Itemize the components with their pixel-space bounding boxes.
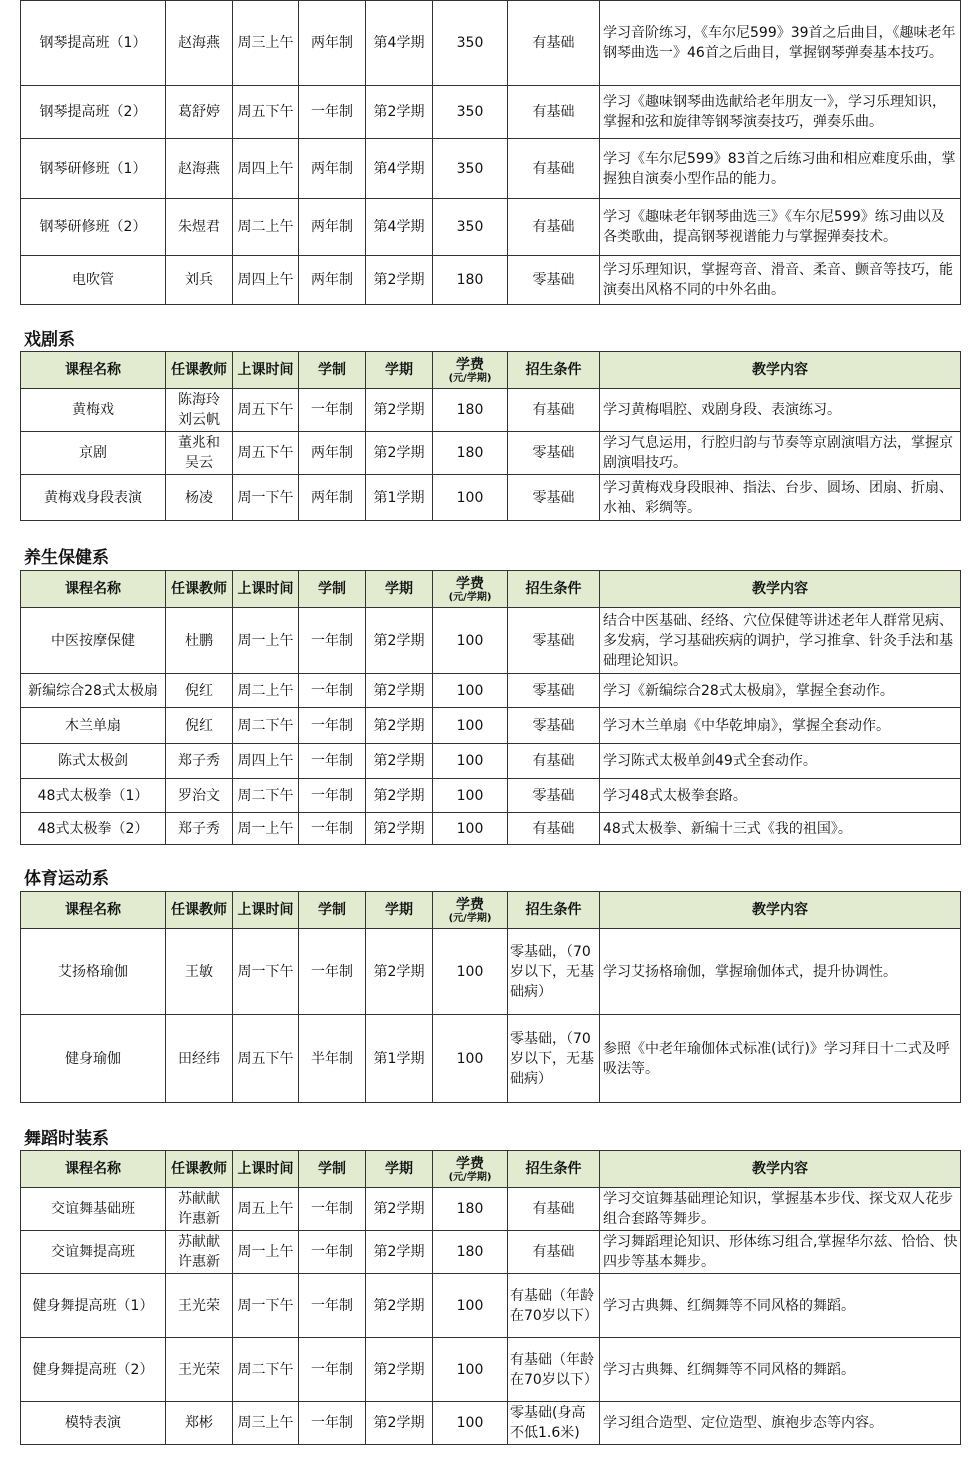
cell-system: 一年制 (299, 813, 366, 845)
cell-content: 学习《趣味钢琴曲选献给老年朋友一》，学习乐理知识，掌握和弦和旋律等钢琴演奏技巧，弹奏乐曲。 (600, 86, 961, 139)
cell-content: 学习黄梅唱腔、戏剧身段、表演练习。 (600, 389, 961, 432)
cell-system: 两年制 (299, 475, 366, 521)
table-header (21, 1151, 961, 1188)
cell-fee: 180 (433, 256, 508, 305)
cell-system: 一年制 (299, 1274, 366, 1338)
header-time: 上课时间 (233, 352, 299, 389)
header-fee-label: 学费 (456, 575, 484, 592)
cell-fee: 100 (433, 475, 508, 521)
cell-term: 第2学期 (366, 1274, 433, 1338)
header-fee-unit: (元/学期) (448, 591, 492, 603)
cell-term: 第2学期 (366, 1402, 433, 1445)
cell-condition: 零基础 (508, 256, 600, 305)
cell-course: 48式太极拳（2） (21, 813, 166, 845)
cell-course: 健身舞提高班（1） (21, 1274, 166, 1338)
table-row (21, 256, 961, 305)
cell-term: 第2学期 (366, 1338, 433, 1402)
cell-condition: 零基础 (508, 779, 600, 813)
cell-condition: 有基础 (508, 86, 600, 139)
cell-term: 第2学期 (366, 779, 433, 813)
cell-content: 学习组合造型、定位造型、旗袍步态等内容。 (600, 1402, 961, 1445)
cell-condition: 有基础 (508, 199, 600, 256)
cell-content: 学习《车尔尼599》83首之后练习曲和相应难度乐曲，掌握独自演奏小型作品的能力。 (600, 139, 961, 199)
table-body (21, 1188, 961, 1445)
cell-fee: 180 (433, 389, 508, 432)
cell-teacher: 杜鹏 (166, 608, 233, 674)
cell-time: 周一上午 (233, 813, 299, 845)
header-condition: 招生条件 (508, 571, 600, 608)
table-row (21, 432, 961, 475)
cell-content: 48式太极拳、新编十三式《我的祖国》。 (600, 813, 961, 845)
cell-term: 第2学期 (366, 608, 433, 674)
cell-content: 学习古典舞、红绸舞等不同风格的舞蹈。 (600, 1274, 961, 1338)
cell-system: 两年制 (299, 256, 366, 305)
cell-time: 周五下午 (233, 86, 299, 139)
cell-fee: 350 (433, 139, 508, 199)
cell-time: 周五下午 (233, 1015, 299, 1103)
cell-course: 电吹管 (21, 256, 166, 305)
cell-time: 周一下午 (233, 475, 299, 521)
cell-content: 学习《新编综合28式太极扇》，掌握全套动作。 (600, 674, 961, 708)
cell-course: 交谊舞基础班 (21, 1188, 166, 1231)
cell-course: 钢琴提高班（2） (21, 86, 166, 139)
cell-teacher: 倪红 (166, 674, 233, 708)
header-course: 课程名称 (21, 892, 166, 929)
cell-teacher: 葛舒婷 (166, 86, 233, 139)
cell-content: 学习《趣味老年钢琴曲选三》《车尔尼599》练习曲以及各类歌曲，提高钢琴视谱能力与掌握弹奏技术。 (600, 199, 961, 256)
table-row (21, 1274, 961, 1338)
cell-system: 一年制 (299, 1188, 366, 1231)
cell-course: 模特表演 (21, 1402, 166, 1445)
cell-system: 两年制 (299, 1, 366, 86)
cell-condition: 零基础 (508, 475, 600, 521)
cell-fee: 100 (433, 744, 508, 779)
table-row (21, 1338, 961, 1402)
header-time: 上课时间 (233, 892, 299, 929)
cell-fee: 100 (433, 1402, 508, 1445)
cell-content: 学习陈式太极单剑49式全套动作。 (600, 744, 961, 779)
cell-condition: 有基础 (508, 1231, 600, 1274)
cell-time: 周二上午 (233, 674, 299, 708)
header-system: 学制 (299, 1151, 366, 1188)
cell-teacher: 罗治文 (166, 779, 233, 813)
cell-course: 钢琴研修班（1） (21, 139, 166, 199)
cell-time: 周一下午 (233, 1274, 299, 1338)
cell-content: 学习木兰单扇《中华乾坤扇》，掌握全套动作。 (600, 708, 961, 744)
header-condition: 招生条件 (508, 352, 600, 389)
header-row (21, 892, 961, 929)
drama-table (20, 351, 960, 521)
table-body (21, 389, 961, 521)
health-table (20, 570, 960, 845)
cell-condition: 有基础（年龄在70岁以下） (508, 1338, 600, 1402)
table-row (21, 929, 961, 1015)
cell-course: 健身舞提高班（2） (21, 1338, 166, 1402)
cell-teacher: 赵海燕 (166, 1, 233, 86)
cell-condition: 零基础，（70岁以下，无基础病） (508, 1015, 600, 1103)
cell-time: 周三上午 (233, 1, 299, 86)
header-content: 教学内容 (600, 352, 961, 389)
cell-fee: 100 (433, 1274, 508, 1338)
cell-course: 交谊舞提高班 (21, 1231, 166, 1274)
header-term: 学期 (366, 1151, 433, 1188)
header-content: 教学内容 (600, 892, 961, 929)
header-fee (433, 1151, 508, 1188)
cell-course: 钢琴研修班（2） (21, 199, 166, 256)
cell-term: 第4学期 (366, 139, 433, 199)
table-row (21, 608, 961, 674)
header-content: 教学内容 (600, 1151, 961, 1188)
cell-condition: 零基础 (508, 674, 600, 708)
header-row (21, 1151, 961, 1188)
cell-term: 第2学期 (366, 813, 433, 845)
header-fee-label: 学费 (456, 896, 484, 913)
table-row (21, 139, 961, 199)
cell-condition: 有基础 (508, 813, 600, 845)
cell-teacher: 赵海燕 (166, 139, 233, 199)
cell-term: 第2学期 (366, 432, 433, 475)
cell-system: 两年制 (299, 432, 366, 475)
cell-time: 周四上午 (233, 139, 299, 199)
cell-time: 周四上午 (233, 744, 299, 779)
cell-fee: 180 (433, 1231, 508, 1274)
cell-content: 学习乐理知识，掌握弯音、滑音、柔音、颤音等技巧，能演奏出风格不同的中外名曲。 (600, 256, 961, 305)
header-condition: 招生条件 (508, 892, 600, 929)
cell-condition: 零基础 (508, 608, 600, 674)
cell-term: 第2学期 (366, 389, 433, 432)
cell-content: 学习音阶练习，《车尔尼599》39首之后曲目，《趣味老年钢琴曲选一》46首之后曲目，掌握钢琴弹奏基本技巧。 (600, 1, 961, 86)
table-row (21, 86, 961, 139)
cell-content: 结合中医基础、经络、穴位保健等讲述老年人群常见病、多发病，学习基础疾病的调护，学习推拿、针灸手法和基础理论知识。 (600, 608, 961, 674)
cell-time: 周三上午 (233, 1402, 299, 1445)
cell-condition: 有基础 (508, 744, 600, 779)
table-row (21, 1402, 961, 1445)
cell-term: 第2学期 (366, 1231, 433, 1274)
header-fee-label: 学费 (456, 356, 484, 373)
section-title-health: 养生保健系 (24, 548, 109, 568)
cell-time: 周五下午 (233, 389, 299, 432)
cell-system: 一年制 (299, 86, 366, 139)
cell-fee: 350 (433, 199, 508, 256)
table-body (21, 929, 961, 1103)
cell-teacher: 郑子秀 (166, 744, 233, 779)
header-system: 学制 (299, 892, 366, 929)
table-row (21, 389, 961, 432)
cell-teacher: 苏献献 许惠新 (166, 1231, 233, 1274)
cell-teacher: 杨凌 (166, 475, 233, 521)
table-header (21, 892, 961, 929)
cell-time: 周一上午 (233, 608, 299, 674)
header-course: 课程名称 (21, 1151, 166, 1188)
section-title-drama: 戏剧系 (24, 330, 75, 350)
cell-time: 周一下午 (233, 929, 299, 1015)
cell-term: 第4学期 (366, 1, 433, 86)
cell-term: 第4学期 (366, 199, 433, 256)
cell-fee: 180 (433, 432, 508, 475)
section-title-sports: 体育运动系 (24, 869, 109, 889)
table-row (21, 813, 961, 845)
header-system: 学制 (299, 571, 366, 608)
header-row (21, 352, 961, 389)
course-table (20, 351, 961, 521)
header-fee-unit: (元/学期) (448, 1171, 492, 1183)
cell-system: 一年制 (299, 1402, 366, 1445)
table-row (21, 779, 961, 813)
cell-content: 学习气息运用，行腔归韵与节奏等京剧演唱方法，掌握京剧演唱技巧。 (600, 432, 961, 475)
cell-condition: 有基础 (508, 1, 600, 86)
table-header (21, 352, 961, 389)
cell-system: 一年制 (299, 708, 366, 744)
cell-condition: 零基础(身高不低1.6米) (508, 1402, 600, 1445)
cell-time: 周四上午 (233, 256, 299, 305)
header-row (21, 571, 961, 608)
cell-term: 第1学期 (366, 475, 433, 521)
cell-course: 艾扬格瑜伽 (21, 929, 166, 1015)
cell-course: 京剧 (21, 432, 166, 475)
cell-content: 学习古典舞、红绸舞等不同风格的舞蹈。 (600, 1338, 961, 1402)
cell-system: 一年制 (299, 1338, 366, 1402)
header-teacher: 任课教师 (166, 352, 233, 389)
cell-condition: 有基础 (508, 1188, 600, 1231)
cell-teacher: 陈海玲 刘云帆 (166, 389, 233, 432)
header-fee (433, 571, 508, 608)
cell-term: 第2学期 (366, 929, 433, 1015)
cell-system: 一年制 (299, 1231, 366, 1274)
header-term: 学期 (366, 892, 433, 929)
header-fee-label: 学费 (456, 1155, 484, 1172)
table-row (21, 1231, 961, 1274)
header-fee (433, 352, 508, 389)
cell-course: 黄梅戏 (21, 389, 166, 432)
cell-fee: 100 (433, 1015, 508, 1103)
cell-course: 木兰单扇 (21, 708, 166, 744)
cell-teacher: 刘兵 (166, 256, 233, 305)
table-row (21, 744, 961, 779)
table-row (21, 708, 961, 744)
header-term: 学期 (366, 352, 433, 389)
header-term: 学期 (366, 571, 433, 608)
cell-system: 一年制 (299, 779, 366, 813)
header-teacher: 任课教师 (166, 571, 233, 608)
cell-teacher: 郑子秀 (166, 813, 233, 845)
cell-teacher: 朱煜君 (166, 199, 233, 256)
header-time: 上课时间 (233, 1151, 299, 1188)
cell-term: 第2学期 (366, 1188, 433, 1231)
cell-condition: 零基础，（70岁以下，无基础病） (508, 929, 600, 1015)
course-table (20, 1150, 961, 1445)
table-row (21, 1015, 961, 1103)
cell-term: 第1学期 (366, 1015, 433, 1103)
cell-system: 一年制 (299, 744, 366, 779)
cell-content: 学习舞蹈理论知识、形体练习组合,掌握华尔兹、恰恰、快四步等基本舞步。 (600, 1231, 961, 1274)
cell-term: 第2学期 (366, 256, 433, 305)
cell-course: 黄梅戏身段表演 (21, 475, 166, 521)
cell-fee: 350 (433, 86, 508, 139)
course-table (20, 570, 961, 845)
header-teacher: 任课教师 (166, 1151, 233, 1188)
cell-teacher: 倪红 (166, 708, 233, 744)
cell-system: 一年制 (299, 389, 366, 432)
cell-teacher: 王光荣 (166, 1338, 233, 1402)
header-teacher: 任课教师 (166, 892, 233, 929)
cell-teacher: 郑彬 (166, 1402, 233, 1445)
cell-fee: 100 (433, 779, 508, 813)
cell-fee: 100 (433, 813, 508, 845)
dance-table (20, 1150, 960, 1445)
header-system: 学制 (299, 352, 366, 389)
cell-time: 周五上午 (233, 1188, 299, 1231)
cell-term: 第2学期 (366, 674, 433, 708)
cell-condition: 有基础 (508, 389, 600, 432)
cell-fee: 100 (433, 1338, 508, 1402)
table-body (21, 608, 961, 845)
section-title-dance: 舞蹈时装系 (24, 1129, 109, 1149)
table-body (21, 1, 961, 305)
cell-time: 周二上午 (233, 199, 299, 256)
cell-system: 一年制 (299, 929, 366, 1015)
cell-course: 健身瑜伽 (21, 1015, 166, 1103)
table-header (21, 571, 961, 608)
cell-teacher: 王敏 (166, 929, 233, 1015)
header-content: 教学内容 (600, 571, 961, 608)
cell-teacher: 苏献献 许惠新 (166, 1188, 233, 1231)
table-row (21, 1188, 961, 1231)
table-row (21, 674, 961, 708)
cell-teacher: 田经纬 (166, 1015, 233, 1103)
header-fee (433, 892, 508, 929)
cell-system: 两年制 (299, 139, 366, 199)
cell-course: 钢琴提高班（1） (21, 1, 166, 86)
header-time: 上课时间 (233, 571, 299, 608)
header-course: 课程名称 (21, 571, 166, 608)
cell-term: 第2学期 (366, 86, 433, 139)
cell-fee: 100 (433, 929, 508, 1015)
cell-teacher: 王光荣 (166, 1274, 233, 1338)
cell-system: 一年制 (299, 674, 366, 708)
cell-term: 第2学期 (366, 708, 433, 744)
table-row (21, 475, 961, 521)
cell-fee: 100 (433, 608, 508, 674)
cell-time: 周二下午 (233, 1338, 299, 1402)
cell-term: 第2学期 (366, 744, 433, 779)
cell-time: 周五下午 (233, 432, 299, 475)
header-course: 课程名称 (21, 352, 166, 389)
header-condition: 招生条件 (508, 1151, 600, 1188)
cell-system: 两年制 (299, 199, 366, 256)
cell-teacher: 董兆和 吴云 (166, 432, 233, 475)
music-continued-table (20, 0, 960, 305)
cell-fee: 180 (433, 1188, 508, 1231)
table-row (21, 199, 961, 256)
cell-course: 48式太极拳（1） (21, 779, 166, 813)
header-fee-unit: (元/学期) (448, 372, 492, 384)
cell-content: 学习48式太极拳套路。 (600, 779, 961, 813)
course-table (20, 891, 961, 1103)
table-row (21, 1, 961, 86)
cell-content: 学习艾扬格瑜伽，掌握瑜伽体式，提升协调性。 (600, 929, 961, 1015)
cell-condition: 零基础 (508, 708, 600, 744)
course-table (20, 0, 961, 305)
cell-fee: 100 (433, 708, 508, 744)
cell-course: 中医按摩保健 (21, 608, 166, 674)
header-fee-unit: (元/学期) (448, 912, 492, 924)
cell-content: 学习交谊舞基础理论知识，掌握基本步伐、探戈双人花步组合套路等舞步。 (600, 1188, 961, 1231)
cell-time: 周二下午 (233, 708, 299, 744)
sports-table (20, 891, 960, 1103)
cell-course: 新编综合28式太极扇 (21, 674, 166, 708)
cell-fee: 100 (433, 674, 508, 708)
cell-fee: 350 (433, 1, 508, 86)
cell-time: 周二下午 (233, 779, 299, 813)
cell-content: 参照《中老年瑜伽体式标准(试行)》学习拜日十二式及呼吸法等。 (600, 1015, 961, 1103)
cell-content: 学习黄梅戏身段眼神、指法、台步、圆场、团扇、折扇、水袖、彩绸等。 (600, 475, 961, 521)
cell-system: 半年制 (299, 1015, 366, 1103)
cell-condition: 零基础 (508, 432, 600, 475)
cell-system: 一年制 (299, 608, 366, 674)
cell-condition: 有基础 (508, 139, 600, 199)
cell-time: 周一上午 (233, 1231, 299, 1274)
cell-course: 陈式太极剑 (21, 744, 166, 779)
cell-condition: 有基础（年龄在70岁以下） (508, 1274, 600, 1338)
